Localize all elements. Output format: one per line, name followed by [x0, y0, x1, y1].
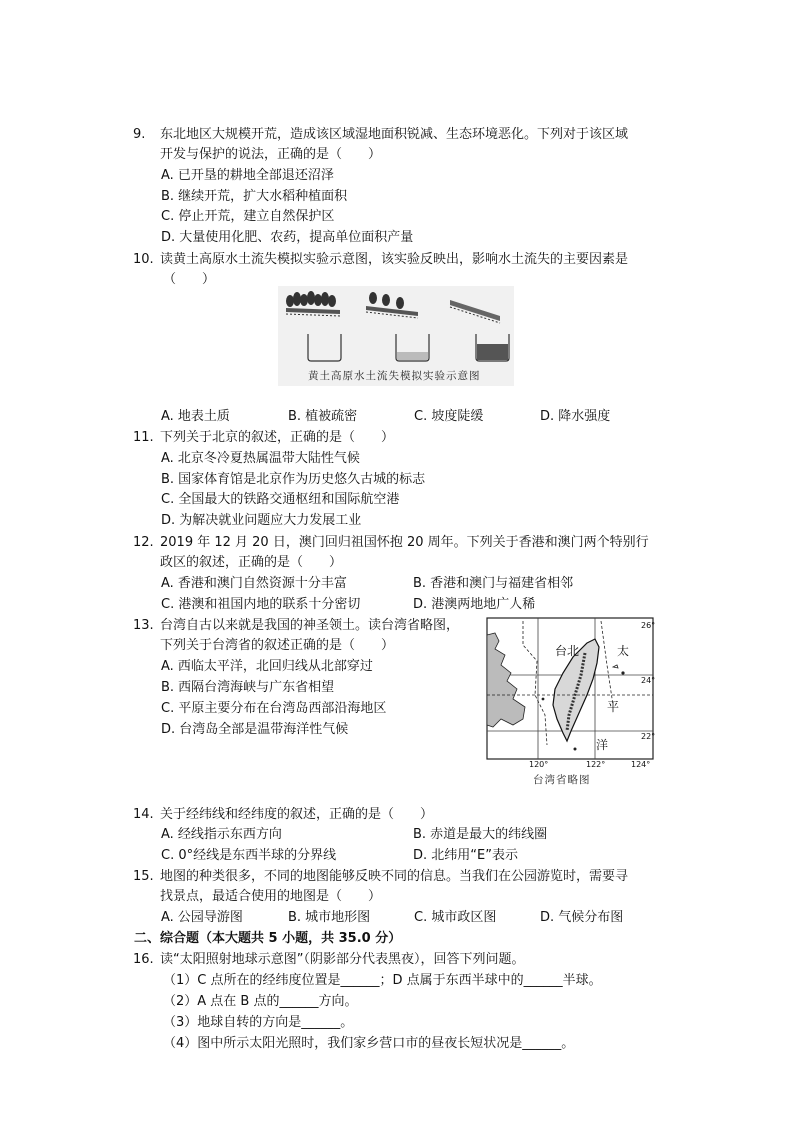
- lon-label-122: 122°: [586, 760, 606, 769]
- q9-option-b[interactable]: B. 继续开荒，扩大水稻种植面积: [161, 189, 348, 204]
- map-caption: 台湾省略图: [533, 774, 591, 786]
- q16-number: 16.: [133, 952, 154, 967]
- q14-option-d[interactable]: D. 北纬用“E”表示: [413, 848, 518, 863]
- q13-option-a[interactable]: A. 西临太平洋，北回归线从北部穿过: [161, 659, 373, 674]
- q13-stem: 台湾自古以来就是我国的神圣领土。读台湾省略图，: [160, 618, 460, 633]
- q13-option-d[interactable]: D. 台湾岛全部是温带海洋性气候: [161, 722, 349, 737]
- q9-stem: 东北地区大规模开荒，造成该区域湿地面积锐减、生态环境恶化。下列对于该区域: [160, 127, 629, 142]
- q9-option-d[interactable]: D. 大量使用化肥、农药，提高单位面积产量: [161, 230, 414, 245]
- q9-number: 9.: [133, 127, 146, 142]
- q10-option-d[interactable]: D. 降水强度: [540, 409, 611, 424]
- lon-label-124: 124°: [631, 760, 651, 769]
- q14-stem: 关于经纬线和经纬度的叙述，正确的是（ ）: [160, 807, 434, 822]
- q10-option-a[interactable]: A. 地表土质: [161, 409, 230, 424]
- q12-option-c[interactable]: C. 港澳和祖国内地的联系十分密切: [161, 597, 361, 612]
- map-ocean-char-1: 太: [617, 644, 630, 658]
- q11-number: 11.: [133, 430, 154, 445]
- q15-option-b[interactable]: B. 城市地形图: [288, 910, 371, 925]
- q14-number: 14.: [133, 807, 154, 822]
- setup-dense-vegetation: [286, 291, 341, 361]
- q12-option-a[interactable]: A. 香港和澳门自然资源十分丰富: [161, 576, 347, 591]
- q10-stem: 读黄土高原水土流失模拟实验示意图，该实验反映出，影响水土流失的主要因素是: [160, 252, 629, 267]
- q12-stem-cont: 政区的叙述，正确的是（ ）: [160, 555, 343, 570]
- q10-option-b[interactable]: B. 植被疏密: [288, 409, 358, 424]
- q11-option-d[interactable]: D. 为解决就业问题应大力发展工业: [161, 513, 362, 528]
- setup-sparse-vegetation: [366, 292, 429, 361]
- q10-number: 10.: [133, 252, 154, 267]
- setup-bare-slope: [450, 300, 509, 361]
- q15-number: 15.: [133, 869, 154, 884]
- q11-option-c[interactable]: C. 全国最大的铁路交通枢纽和国际航空港: [161, 492, 400, 507]
- q16-part-3[interactable]: （3）地球自转的方向是______。: [163, 1015, 354, 1030]
- q9-option-c[interactable]: C. 停止开荒，建立自然保护区: [161, 209, 335, 224]
- q13-number: 13.: [133, 618, 154, 633]
- q14-option-a[interactable]: A. 经线指示东西方向: [161, 827, 282, 842]
- q11-option-a[interactable]: A. 北京冬冷夏热属温带大陆性气候: [161, 451, 360, 466]
- q10-option-c[interactable]: C. 坡度陡缓: [414, 409, 484, 424]
- q16-part-4[interactable]: （4）图中所示太阳光照时，我们家乡营口市的昼夜长短状况是______。: [163, 1036, 575, 1051]
- q15-stem-cont: 找景点，最适合使用的地图是（ ）: [160, 889, 382, 904]
- q16-stem: 读“太阳照射地球示意图”（阴影部分代表黑夜），回答下列问题。: [160, 952, 525, 967]
- lat-label-22: 22°: [641, 732, 656, 741]
- q11-stem: 下列关于北京的叙述，正确的是（ ）: [160, 430, 395, 445]
- q13-stem-cont: 下列关于台湾省的叙述正确的是（ ）: [160, 638, 395, 653]
- q13-option-c[interactable]: C. 平原主要分布在台湾岛西部沿海地区: [161, 701, 387, 716]
- q9-option-a[interactable]: A. 已开垦的耕地全部退还沼泽: [161, 168, 334, 183]
- q10-stem-cont: （ ）: [163, 272, 216, 287]
- lon-label-120: 120°: [529, 760, 549, 769]
- q16-part-2[interactable]: （2）A 点在 B 点的______方向。: [163, 994, 358, 1009]
- map-city-taipei: 台北: [555, 644, 580, 658]
- taiwan-map-figure: [483, 615, 658, 787]
- q9-stem-cont: 开发与保护的说法，正确的是（ ）: [160, 147, 382, 162]
- q15-option-c[interactable]: C. 城市政区图: [414, 910, 497, 925]
- q15-stem: 地图的种类很多，不同的地图能够反映不同的信息。当我们在公园游览时，需要寻: [160, 869, 629, 884]
- q12-option-b[interactable]: B. 香港和澳门与福建省相邻: [413, 576, 574, 591]
- taiwan-map: [483, 615, 658, 773]
- q16-part-1[interactable]: （1）C 点所在的经纬度位置是______；D 点属于东西半球中的______半球。: [163, 973, 602, 988]
- q12-stem: 2019 年 12 月 20 日，澳门回归祖国怀抱 20 周年。下列关于香港和澳门两个特别行: [160, 535, 649, 550]
- q15-option-a[interactable]: A. 公园导游图: [161, 910, 243, 925]
- soil-erosion-experiment-figure: [278, 286, 514, 386]
- section-heading: 二、综合题（本大题共 5 小题，共 35.0 分）: [134, 931, 402, 946]
- map-ocean-char-2: 平: [607, 700, 620, 714]
- experiment-caption: 黄土高原水土流失模拟实验示意图: [308, 370, 481, 382]
- q14-option-c[interactable]: C. 0°经线是东西半球的分界线: [161, 848, 337, 863]
- q11-option-b[interactable]: B. 国家体育馆是北京作为历史悠久古城的标志: [161, 472, 426, 487]
- q12-option-d[interactable]: D. 港澳两地地广人稀: [413, 597, 536, 612]
- q14-option-b[interactable]: B. 赤道是最大的纬线圈: [413, 827, 548, 842]
- q15-option-d[interactable]: D. 气候分布图: [540, 910, 624, 925]
- q12-number: 12.: [133, 535, 154, 550]
- q13-option-b[interactable]: B. 西隔台湾海峡与广东省相望: [161, 680, 335, 695]
- map-ocean-char-3: 洋: [596, 738, 609, 752]
- lat-label-26: 26°: [641, 621, 656, 630]
- lat-label-24: 24°: [641, 676, 656, 685]
